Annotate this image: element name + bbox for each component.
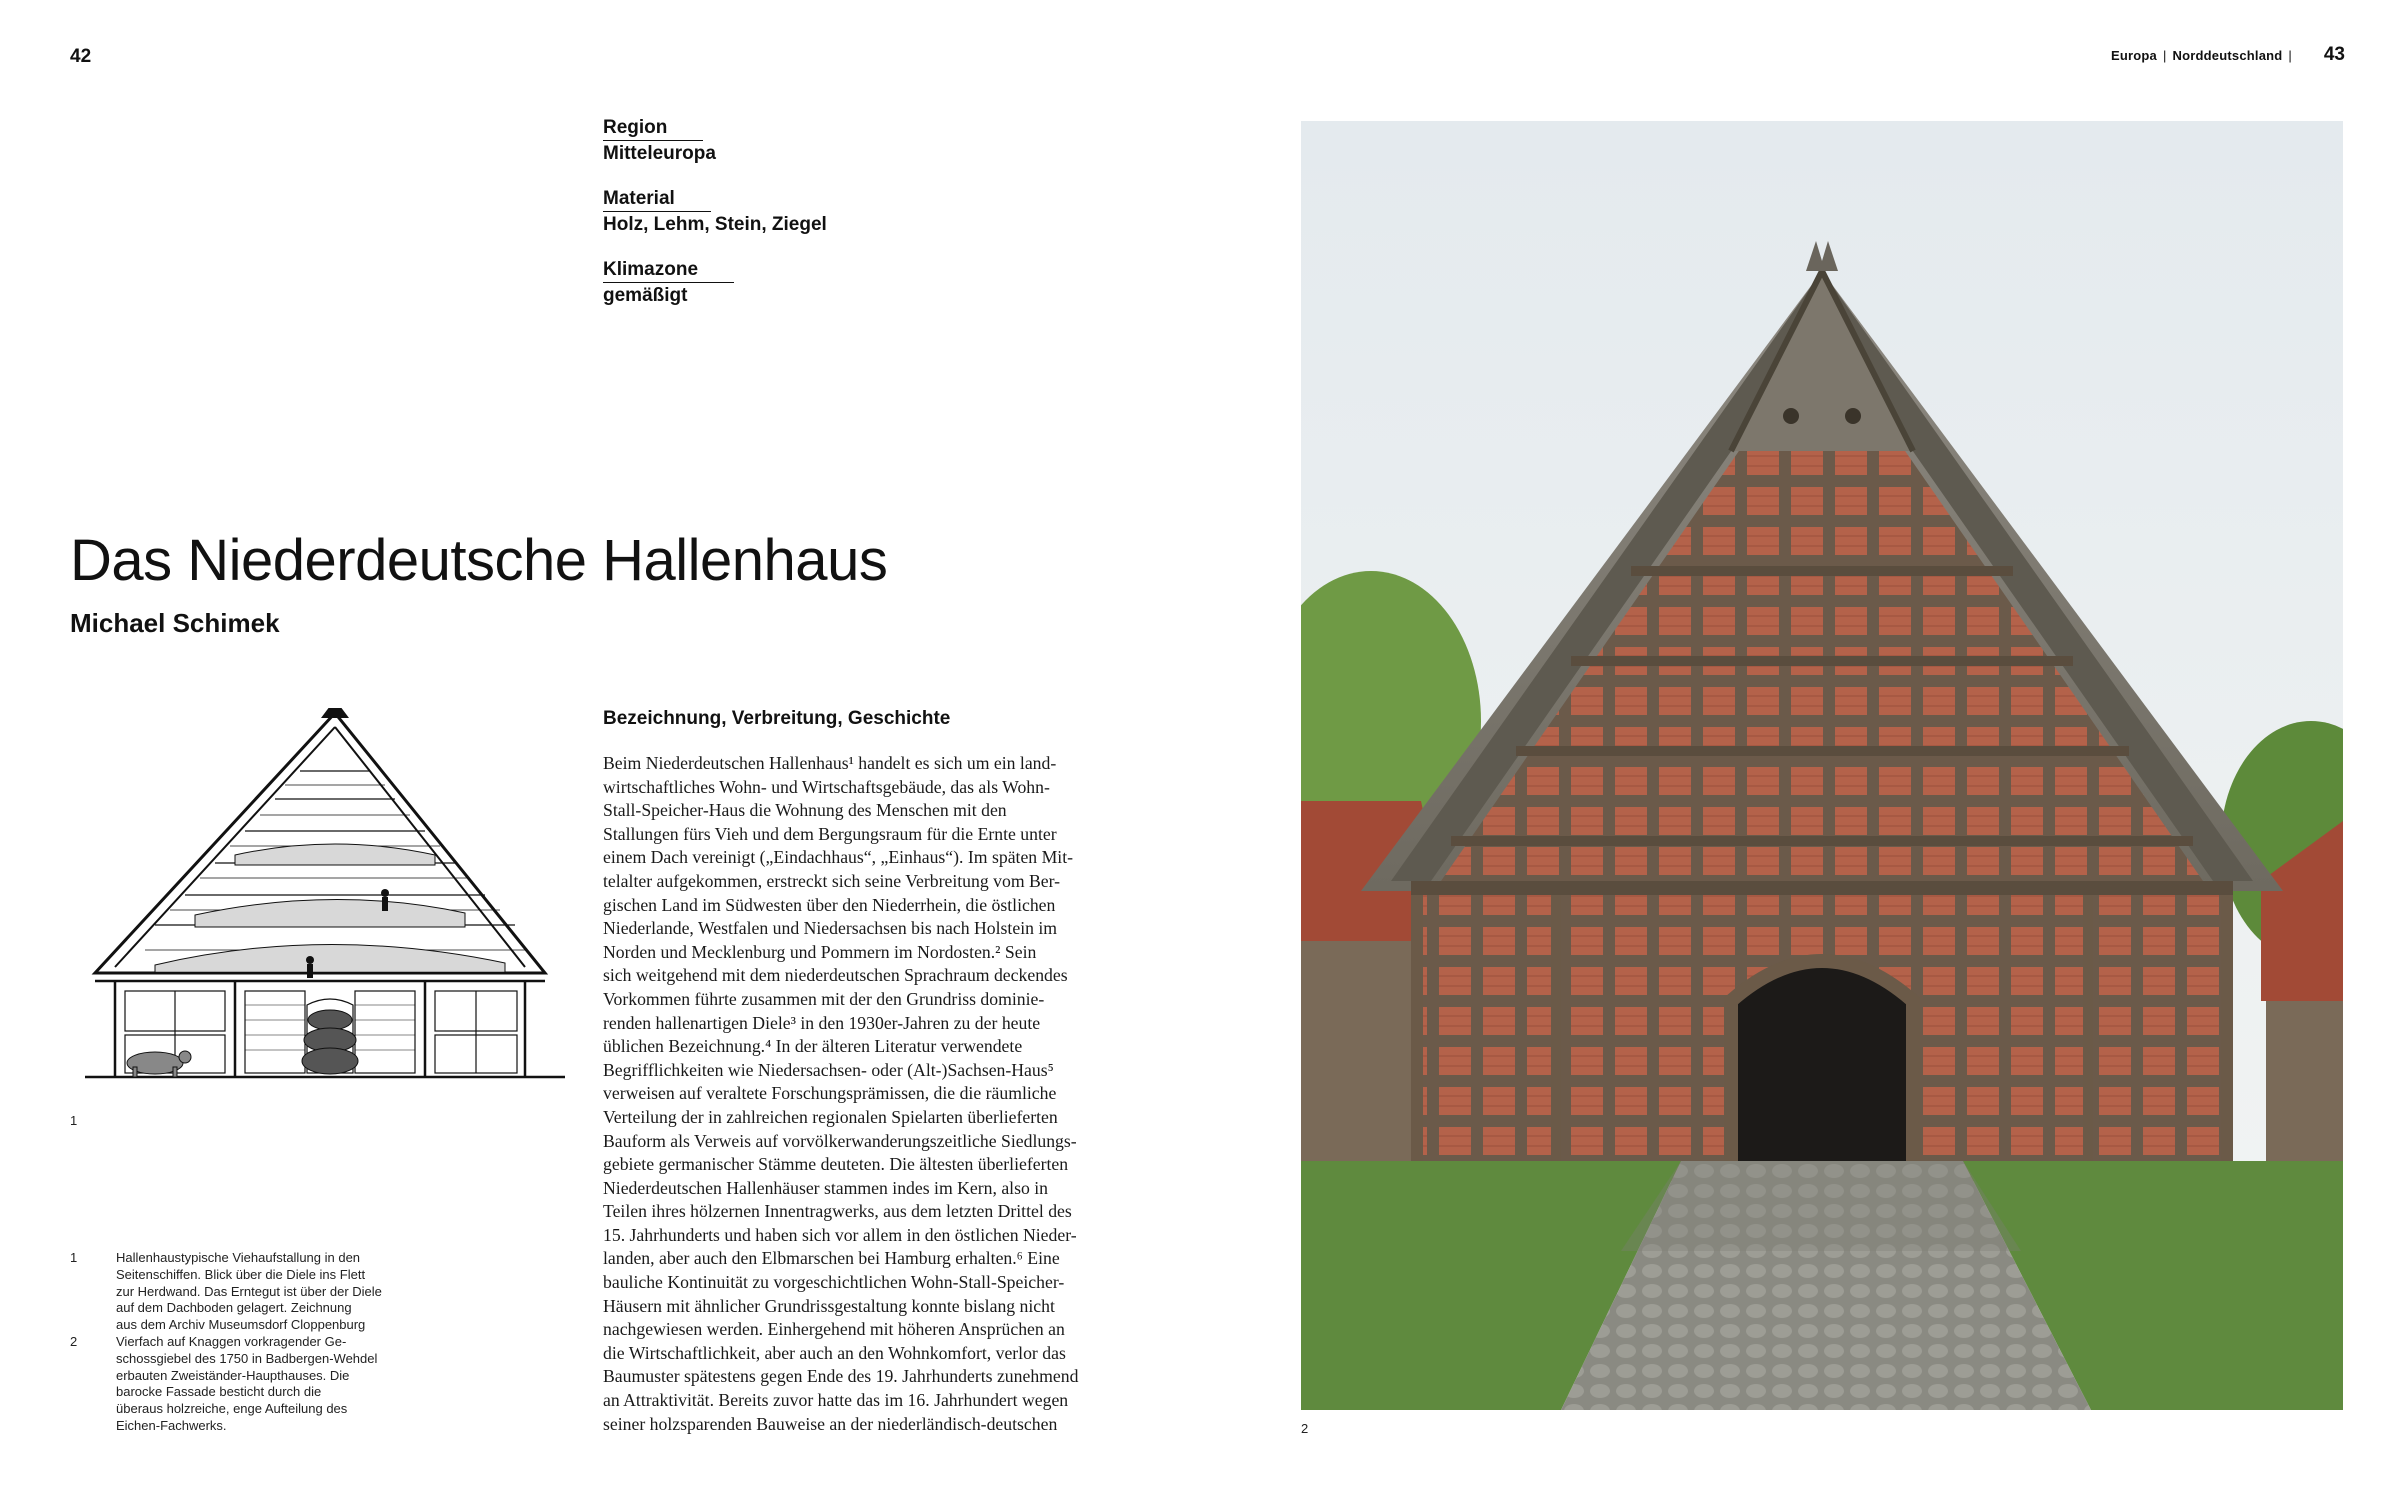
- caption-1: [70, 1250, 470, 1334]
- body-line: Häusern mit ähnlicher Grundrissgestaltung konnte bislang nicht: [603, 1295, 1055, 1316]
- meta-value: Mitteleuropa: [603, 143, 716, 164]
- caption-number: 1: [70, 1250, 78, 1265]
- body-line: verweisen auf veraltete Forschungsprämissen, die die räumliche: [603, 1083, 1057, 1104]
- body-line: einem Dach vereinigt („Eindachhaus“, „Einhaus“). Im späten Mit-: [603, 847, 1074, 868]
- body-line: Verteilung der in zahlreichen regionalen Spielarten überlieferten: [603, 1106, 1058, 1127]
- caption-line: auf dem Dachboden gelagert. Zeichnung: [116, 1300, 352, 1316]
- page-number-right: 43: [2323, 44, 2345, 65]
- body-line: telalter aufgekommen, erstreckt sich seine Verbreitung vom Ber-: [603, 870, 1061, 891]
- caption-line: zur Herdwand. Das Erntegut ist über der Diele: [116, 1283, 382, 1299]
- caption-line: Vierfach auf Knaggen vorkragender Ge-: [116, 1333, 347, 1349]
- article-author: Michael Schimek: [70, 608, 280, 638]
- body-line: Baumuster spätestens gegen Ende des 19. Jahrhunderts zunehmend: [603, 1366, 1079, 1387]
- body-line: die Wirtschaftlichkeit, aber auch an den Wohnkomfort, verlor das: [603, 1342, 1066, 1363]
- body-line: bauliche Kontinuität zu vorgeschichtlichen Wohn-Stall-Speicher-: [603, 1272, 1065, 1293]
- running-head-region: Europa: [2110, 48, 2157, 63]
- body-line: Niederdeutschen Hallenhäuser stammen indes im Kern, also in: [603, 1177, 1049, 1198]
- body-line: wirtschaftliches Wohn- und Wirtschaftsgebäude, das als Wohn-: [603, 776, 1050, 797]
- section-heading: Bezeichnung, Verbreitung, Geschichte: [603, 708, 951, 729]
- body-line: Norden und Mecklenburg und Pommern im Nordosten.² Sein: [603, 941, 1037, 962]
- body-line: renden hallenartigen Diele³ in den 1930er-Jahren zu der heute: [603, 1012, 1041, 1033]
- meta-label: Region: [603, 116, 703, 141]
- running-head-country: Norddeutschland: [2172, 48, 2283, 63]
- caption-line: barocke Fassade besticht durch die: [116, 1384, 322, 1400]
- running-head-separator: |: [2162, 48, 2167, 63]
- body-line: 15. Jahrhunderts und haben sich vor allem in den östlichen Nieder-: [603, 1224, 1077, 1245]
- caption-line: schossgiebel des 1750 in Badbergen-Wehdel: [116, 1350, 378, 1366]
- caption-line: erbauten Zweiständer-Haupthauses. Die: [116, 1367, 350, 1383]
- meta-value: Holz, Lehm, Stein, Ziegel: [603, 214, 827, 235]
- body-line: Stallungen fürs Vieh und dem Bergungsraum für die Ernte unter: [603, 823, 1057, 844]
- meta-region: [603, 116, 827, 167]
- figure-1-number: 1: [70, 1113, 78, 1128]
- captions: [70, 1250, 470, 1435]
- body-line: Bauform als Verweis auf vorvölkerwanderungszeitliche Siedlungs-: [603, 1130, 1077, 1151]
- meta-climate: [603, 258, 827, 309]
- body-line: Beim Niederdeutschen Hallenhaus¹ handelt es sich um ein land-: [603, 753, 1057, 773]
- caption-2: [70, 1334, 470, 1435]
- caption-number: 2: [70, 1333, 78, 1349]
- meta-value: gemäßigt: [603, 285, 688, 306]
- caption-text: [116, 1250, 382, 1334]
- meta-label: Klimazone: [603, 258, 734, 283]
- body-line: Teilen ihres hölzernen Innentragwerks, aus dem letzten Drittel des: [603, 1201, 1072, 1222]
- body-line: Begrifflichkeiten wie Niedersachsen- oder (Alt-)Sachsen-Haus⁵: [603, 1059, 1054, 1080]
- meta-label: Material: [603, 187, 711, 212]
- caption-line: Eichen-Fachwerks.: [116, 1417, 227, 1433]
- body-line: gischen Land im Südwesten über den Niederrhein, die östlichen: [603, 894, 1056, 915]
- running-head-separator: |: [2288, 48, 2292, 63]
- page-number-left: 42: [70, 46, 92, 67]
- caption-line: aus dem Archiv Museumsdorf Cloppenburg: [116, 1317, 366, 1333]
- body-line: seiner holzsparenden Bauweise an der niederländisch-deutschen: [603, 1413, 1058, 1434]
- caption-line: überaus holzreiche, enge Aufteilung des: [116, 1401, 348, 1417]
- figure-2-photo: [1301, 121, 2343, 1410]
- body-line: nachgewiesen werden. Einhergehend mit höheren Ansprüchen an: [603, 1319, 1065, 1340]
- body-line: landen, aber auch den Elbmarschen bei Hamburg erhalten.⁶ Eine: [603, 1248, 1060, 1269]
- figure-1-drawing: [85, 705, 565, 1100]
- meta-block-list: [603, 116, 827, 329]
- article-title: Das Niederdeutsche Hallenhaus: [70, 528, 888, 593]
- caption-line: Seitenschiffen. Blick über die Diele ins Flett: [116, 1266, 366, 1282]
- hall-house-drawing: [85, 705, 565, 1100]
- body-line: üblichen Bezeichnung.⁴ In der älteren Literatur verwendete: [603, 1036, 1023, 1057]
- meta-material: [603, 187, 827, 238]
- body-line: Niederlande, Westfalen und Niedersachsen bis nach Holstein im: [603, 918, 1058, 939]
- body-line: an Attraktivität. Bereits zuvor hatte das im 16. Jahrhundert wegen: [603, 1390, 1069, 1411]
- caption-line: Hallenhaustypische Viehaufstallung in den: [116, 1250, 361, 1265]
- figure-2-number: 2: [1301, 1421, 1309, 1436]
- body-line: gebiete germanischer Stämme deuteten. Die ältesten überlieferten: [603, 1154, 1069, 1175]
- running-head: [2111, 48, 2298, 63]
- caption-text: [116, 1334, 377, 1435]
- body-line: Vorkommen führte zusammen mit der den Grundriss dominie-: [603, 988, 1045, 1009]
- body-line: Stall-Speicher-Haus die Wohnung des Menschen mit den: [603, 800, 1007, 821]
- article-body: [603, 752, 1143, 1436]
- body-line: sich weitgehend mit dem niederdeutschen Sprachraum deckendes: [603, 965, 1068, 986]
- hall-house-photo: [1301, 121, 2343, 1410]
